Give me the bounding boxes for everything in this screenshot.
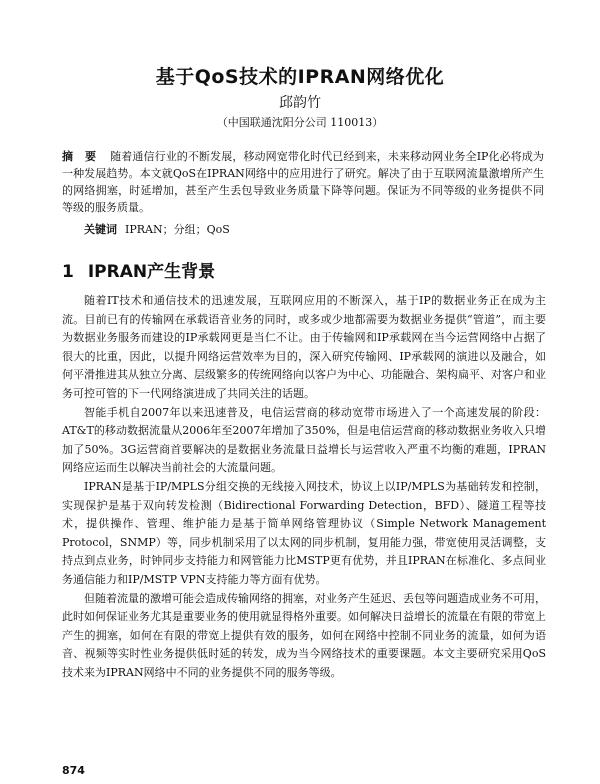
keywords-text: IPRAN；分组；QoS — [125, 223, 230, 236]
author-affiliation: （中国联通沈阳分公司 110013） — [216, 116, 384, 129]
paragraph: 但随着流量的激增可能会造成传输网络的拥塞，对业务产生延迟、丢包等问题造成业务不可用，此时如何保证业务尤其是重要业务的使用就显得格外重要。如何解决日益增长的流量在有限的带宽上产生的拥塞，如何在有限的带宽上提供有效的服务，如何在网络中控制不同业务的流量，如何为语音、视频等实时性业务提供低时延的转发，成为当今网络技术的重要课题。本文主要研究采用QoS技术来为IPRAN网络中不同的业务提供不同的服务等级。 — [62, 591, 546, 679]
section-number: 1 — [62, 262, 74, 282]
section-heading — [62, 257, 215, 282]
paragraph: 智能手机自2007年以来迅速普及，电信运营商的移动宽带市场进入了一个高速发展的阶段：AT&T的移动数据流量从2006年至2007年增加了350%，但是电信运营商的移动数据业务收入只增加了50%。3G运营商首要解决的是数据业务流量日益增长与运营收入严重不均衡的难题，IPRAN网络应运而生以解决当前社会的大流量问题。 — [62, 405, 546, 475]
abstract-text: 随着通信行业的不断发展，移动网宽带化时代已经到来，未来移动网业务全IP化必将成为一种发展趋势。本文就QoS在IPRAN网络中的应用进行了研究。解决了由于互联网流量激增所产生的网络拥塞，时延增加，甚至产生丢包导致业务质量下降等问题。保证为不同等级的业务提供不同等级的服务质量。 — [62, 150, 544, 214]
page-number: 874 — [62, 764, 85, 777]
abstract — [62, 148, 544, 216]
paper-title: 基于QoS技术的IPRAN网络优化 — [155, 66, 445, 88]
paragraph: IPRAN是基于IP/MPLS分组交换的无线接入网技术，协议上以IP/MPLS为基础转发和控制，实现保护是基于双向转发检测（Bidirectional Forwarding Detection，BFD）、隧道工程等技术，提供操作、管理、维护能力是基于简单网络管理协议（Simple Network Management Protocol，SNMP）等，同步机制采用了以太网的同步机制，复用能力强，带宽使用灵活调整，支持点到点业务，时钟同步支持能力和网管能力比MSTP更有优势，并且IPRAN在标准化、多点间业务通信能力和IP/MSTP VPN支持能力等方面有优势。 — [62, 479, 546, 586]
body-text — [62, 292, 546, 682]
abstract-label: 摘 要 — [62, 150, 101, 163]
section-title: IPRAN产生背景 — [87, 262, 216, 282]
author-name: 邱韵竹 — [279, 95, 321, 111]
keywords — [84, 222, 544, 238]
paragraph: 随着IT技术和通信技术的迅速发展，互联网应用的不断深入，基于IP的数据业务正在成为主流。目前已有的传输网在承载语音业务的同时，或多或少地都需要为数据业务提供“管道”，而主要为数据业务服务而建设的IP承载网更是当仁不让。由于传输网和IP承载网在当今运营网络中占据了很大的比重，因此，以提升网络运营效率为目的，深入研究传输网、IP承载网的演进以及融合，如何平滑推进其从独立分离、层级繁多的传统网络向以客户为中心、功能融合、架构扁平、对客户和业务可控可管的下一代网络演进成了共同关注的话题。 — [62, 294, 546, 400]
keywords-label: 关键词 — [84, 223, 117, 236]
